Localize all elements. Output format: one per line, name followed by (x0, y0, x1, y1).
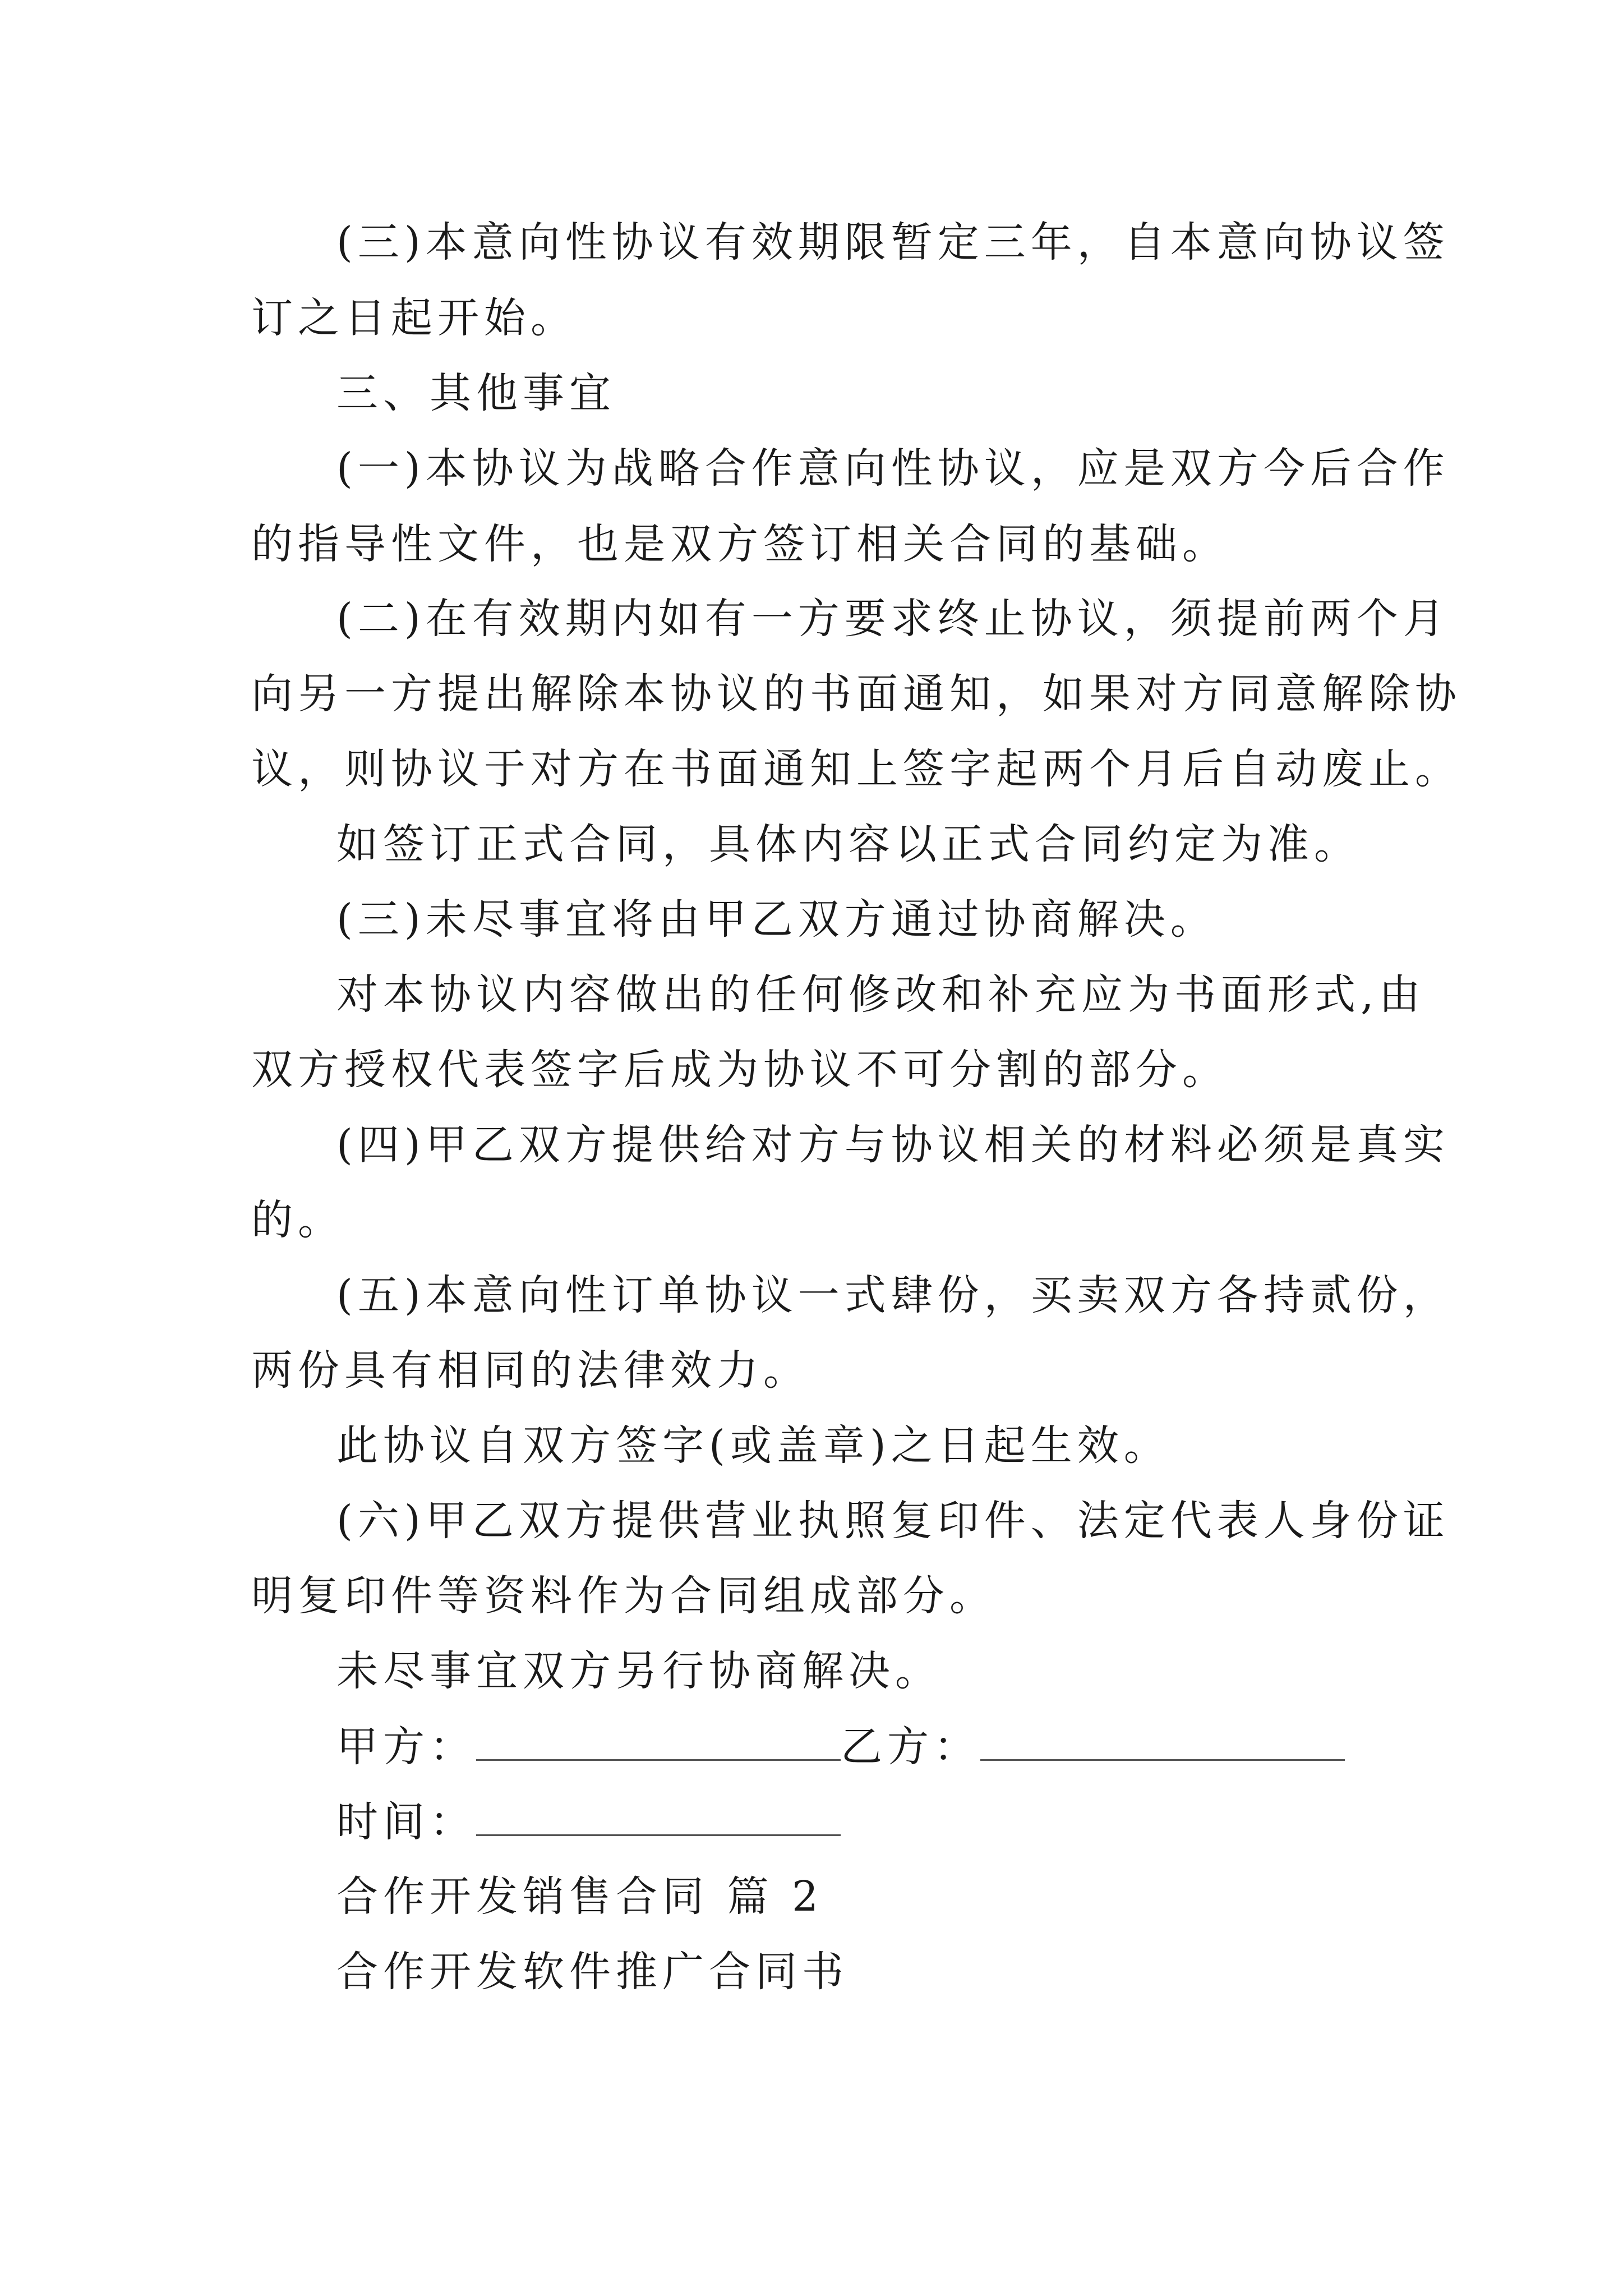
paragraph-line: 如签订正式合同，具体内容以正式合同约定为准。 (336, 820, 1361, 868)
paragraph-line: (三)本意向性协议有效期限暂定三年，自本意向协议签 (336, 218, 1450, 266)
paragraph-line: (四)甲乙双方提供给对方与协议相关的材料必须是真实 (336, 1121, 1450, 1169)
section-title: 合作开发销售合同 篇 2 (336, 1872, 824, 1921)
time-blank (476, 1801, 841, 1836)
party-b-label: 乙方： (841, 1723, 980, 1771)
signature-row-parties (336, 1723, 1345, 1771)
party-b-signature-blank (980, 1726, 1345, 1761)
paragraph-line: (六)甲乙双方提供营业执照复印件、法定代表人身份证 (336, 1497, 1450, 1545)
section-heading: 三、其他事宜 (336, 369, 616, 417)
paragraph-line: (三)未尽事宜将由甲乙双方通过协商解决。 (336, 895, 1217, 944)
paragraph-line: (五)本意向性订单协议一式肆份，买卖双方各持贰份， (336, 1271, 1450, 1319)
paragraph-line: 两份具有相同的法律效力。 (251, 1346, 810, 1395)
paragraph-line: 向另一方提出解除本协议的书面通知，如果对方同意解除协 (251, 670, 1461, 718)
paragraph-line: 对本协议内容做出的任何修改和补充应为书面形式,由 (336, 970, 1426, 1019)
paragraph-line: (二)在有效期内如有一方要求终止协议，须提前两个月 (336, 595, 1450, 643)
paragraph-line: 的。 (251, 1196, 344, 1244)
paragraph-line: (一)本协议为战略合作意向性协议，应是双方今后合作 (336, 444, 1450, 493)
paragraph-line: 的指导性文件，也是双方签订相关合同的基础。 (251, 520, 1229, 568)
paragraph-line: 双方授权代表签字后成为协议不可分割的部分。 (251, 1046, 1229, 1094)
party-a-label: 甲方： (336, 1723, 476, 1771)
party-a-signature-blank (476, 1726, 841, 1761)
paragraph-line: 订之日起开始。 (251, 294, 577, 342)
paragraph-line: 议，则协议于对方在书面通知上签字起两个月后自动废止。 (251, 745, 1461, 793)
paragraph-line: 未尽事宜双方另行协商解决。 (336, 1647, 942, 1695)
paragraph-line: 此协议自双方签字(或盖章)之日起生效。 (336, 1421, 1170, 1470)
contract-title: 合作开发软件推广合同书 (336, 1948, 849, 1996)
signature-row-time (336, 1798, 841, 1846)
paragraph-line: 明复印件等资料作为合同组成部分。 (251, 1572, 996, 1620)
time-label: 时间： (336, 1798, 476, 1846)
